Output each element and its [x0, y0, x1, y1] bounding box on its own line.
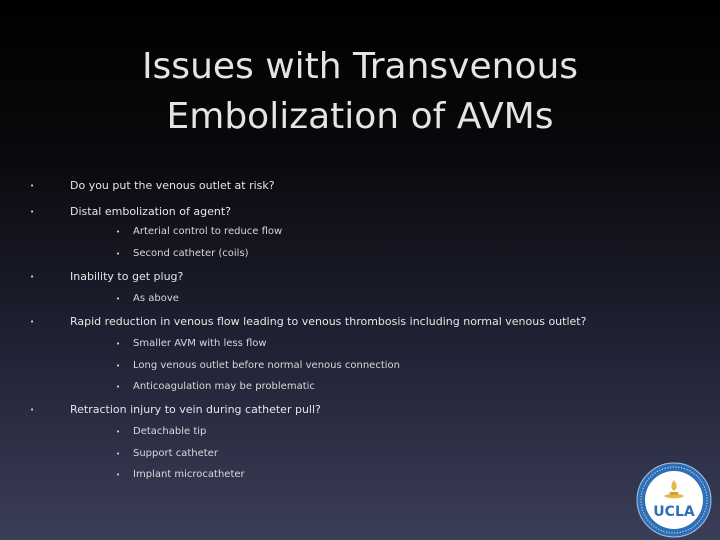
bullet-marker: • — [30, 406, 35, 414]
slide-title-line-2: Embolization of AVMs — [166, 96, 554, 137]
ucla-logo-text: UCLA — [653, 504, 695, 520]
sub-bullet-marker: • — [116, 471, 121, 479]
sub-bullet-marker: • — [116, 362, 121, 370]
bullet-marker: • — [30, 182, 35, 190]
sub-bullet-marker: • — [116, 295, 121, 303]
ucla-seal-logo — [636, 462, 712, 538]
sub-bullet-item: Implant microcatheter — [133, 469, 245, 480]
sub-bullet-marker: • — [116, 250, 121, 258]
sub-bullet-item: Support catheter — [133, 448, 218, 459]
bullet-item: Rapid reduction in venous flow leading to venous thrombosis including normal venous outlet? — [70, 315, 587, 328]
sub-bullet-item: Second catheter (coils) — [133, 248, 249, 259]
sub-bullet-item: As above — [133, 293, 179, 304]
bullet-marker: • — [30, 318, 35, 326]
sub-bullet-item: Smaller AVM with less flow — [133, 338, 267, 349]
sub-bullet-item: Anticoagulation may be problematic — [133, 381, 315, 392]
sub-bullet-marker: • — [116, 428, 121, 436]
bullet-item: Distal embolization of agent? — [70, 205, 231, 218]
bullet-marker: • — [30, 273, 35, 281]
bullet-marker: • — [30, 208, 35, 216]
bullet-item: Inability to get plug? — [70, 270, 184, 283]
sub-bullet-marker: • — [116, 450, 121, 458]
sub-bullet-item: Arterial control to reduce flow — [133, 226, 283, 237]
sub-bullet-marker: • — [116, 383, 121, 391]
sub-bullet-item: Detachable tip — [133, 426, 207, 437]
bullet-item: Retraction injury to vein during catheter pull? — [70, 403, 321, 416]
bullet-item: Do you put the venous outlet at risk? — [70, 179, 275, 192]
sub-bullet-marker: • — [116, 340, 121, 348]
sub-bullet-item: Long venous outlet before normal venous connection — [133, 360, 400, 371]
sub-bullet-marker: • — [116, 228, 121, 236]
slide-title-line-1: Issues with Transvenous — [141, 46, 579, 87]
